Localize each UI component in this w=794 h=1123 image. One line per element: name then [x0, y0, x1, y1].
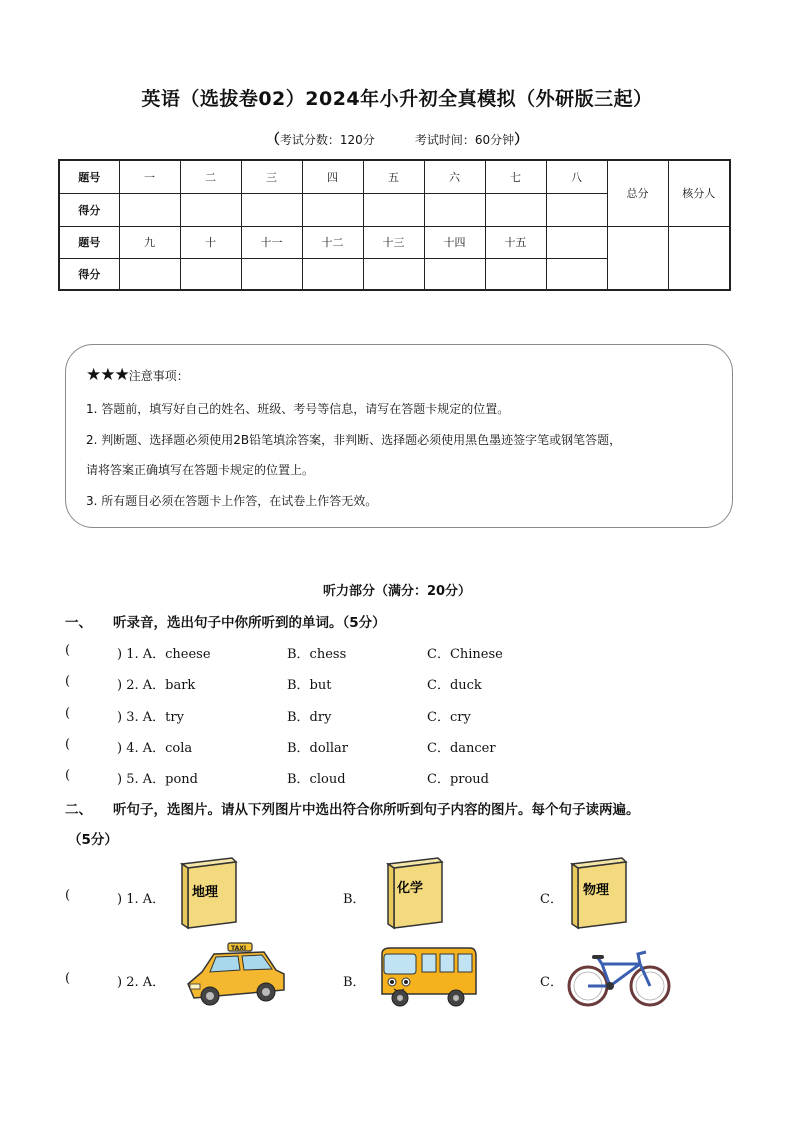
- q-num: 七: [485, 160, 546, 193]
- q-num: 九: [119, 226, 180, 258]
- question-2-heading: 二、 听句子，选图片。请从下列图片中选出符合你所听到句子内容的图片。每个句子读两遍。: [65, 802, 640, 818]
- score-cell[interactable]: [424, 258, 485, 290]
- score-cell[interactable]: [119, 193, 180, 226]
- book-label: 化学: [397, 881, 424, 896]
- score-table: [58, 159, 731, 291]
- checker-label: 核分人: [668, 160, 730, 226]
- list-item[interactable]: ( ) 3. A．try B．dry C．cry: [65, 706, 471, 725]
- q-num: 八: [546, 160, 607, 193]
- list-item[interactable]: ( ) 2. A．bark B．but C．duck: [65, 674, 482, 693]
- score-cell[interactable]: [546, 258, 607, 290]
- bicycle-picture[interactable]: [566, 950, 672, 1008]
- question-1-heading: 一、 听录音，选出句子中你所听到的单词。（5分）: [65, 615, 386, 631]
- score-cell[interactable]: [485, 258, 546, 290]
- listening-section-title: 听力部分（满分：20分）: [322, 584, 472, 599]
- page-title: 英语（选拔卷02）2024年小升初全真模拟（外研版三起）: [141, 88, 653, 110]
- q-num: 二: [180, 160, 241, 193]
- chemistry-book-picture[interactable]: [382, 856, 446, 932]
- exam-time: 考试时间：60分钟: [414, 133, 515, 147]
- q-num: 十五: [485, 226, 546, 258]
- notice-line: 1. 答题前，填写好自己的姓名、班级、考号等信息，请写在答题卡规定的位置。: [86, 402, 510, 416]
- q-num: 十: [180, 226, 241, 258]
- score-cell[interactable]: [180, 193, 241, 226]
- score-cell[interactable]: [241, 258, 302, 290]
- q-num: 六: [424, 160, 485, 193]
- full-score: 考试分数：120分: [279, 133, 375, 147]
- score-cell[interactable]: [424, 193, 485, 226]
- score-label: 得分: [59, 258, 119, 290]
- notice-line: 请将答案正确填写在答题卡规定的位置上。: [86, 463, 315, 477]
- score-cell[interactable]: [363, 193, 424, 226]
- physics-book-picture[interactable]: [566, 856, 630, 932]
- exam-info: [0, 129, 794, 149]
- notice-line: 2. 判断题、选择题必须使用2B铅笔填涂答案，非判断、选择题必须使用黑色墨迹签字笔或钢笔答题，: [86, 433, 622, 447]
- taxi-sign: TAXI: [231, 945, 247, 952]
- q-num: 一: [119, 160, 180, 193]
- q-num: 十二: [302, 226, 363, 258]
- paren-close: ）: [514, 132, 529, 148]
- score-label: 得分: [59, 193, 119, 226]
- score-cell[interactable]: [485, 193, 546, 226]
- q-num: 三: [241, 160, 302, 193]
- list-item[interactable]: ( ) 4. A．cola B．dollar C．dancer: [65, 737, 496, 756]
- score-cell[interactable]: [302, 193, 363, 226]
- book-label: 物理: [583, 883, 610, 898]
- score-cell[interactable]: [241, 193, 302, 226]
- question-number-label: 题号: [59, 160, 119, 193]
- list-item[interactable]: ( ) 1. A．cheese B．chess C．Chinese: [65, 643, 503, 662]
- score-cell[interactable]: [180, 258, 241, 290]
- q-num: 十四: [424, 226, 485, 258]
- notice-line: 3. 所有题目必须在答题卡上作答，在试卷上作答无效。: [86, 494, 378, 508]
- taxi-picture[interactable]: [184, 940, 288, 1012]
- total-score-cell[interactable]: [607, 226, 668, 290]
- list-item[interactable]: ( ) 5. A．pond B．cloud C．proud: [65, 768, 490, 787]
- question-number-label: 题号: [59, 226, 119, 258]
- notice-box: [65, 344, 733, 528]
- question-2-points: （5分）: [68, 832, 118, 848]
- list-item[interactable]: ( ) 1. A． B． C．: [65, 888, 563, 907]
- q-num: 十三: [363, 226, 424, 258]
- bus-picture[interactable]: [378, 944, 478, 1008]
- score-cell[interactable]: [119, 258, 180, 290]
- stars-icon: ★★★: [86, 365, 129, 385]
- score-cell[interactable]: [546, 193, 607, 226]
- paren-open: （: [265, 132, 280, 148]
- geography-book-picture[interactable]: [176, 856, 240, 932]
- q-num: 五: [363, 160, 424, 193]
- notice-heading: ★★★注意事项：: [86, 365, 189, 385]
- q-num: [546, 226, 607, 258]
- q-num: 四: [302, 160, 363, 193]
- list-item[interactable]: ( ) 2. A． B． C．: [65, 971, 563, 990]
- book-label: 地理: [192, 885, 219, 900]
- total-score-label: 总分: [607, 160, 668, 226]
- score-cell[interactable]: [363, 258, 424, 290]
- q-num: 十一: [241, 226, 302, 258]
- checker-cell[interactable]: [668, 226, 730, 290]
- score-cell[interactable]: [302, 258, 363, 290]
